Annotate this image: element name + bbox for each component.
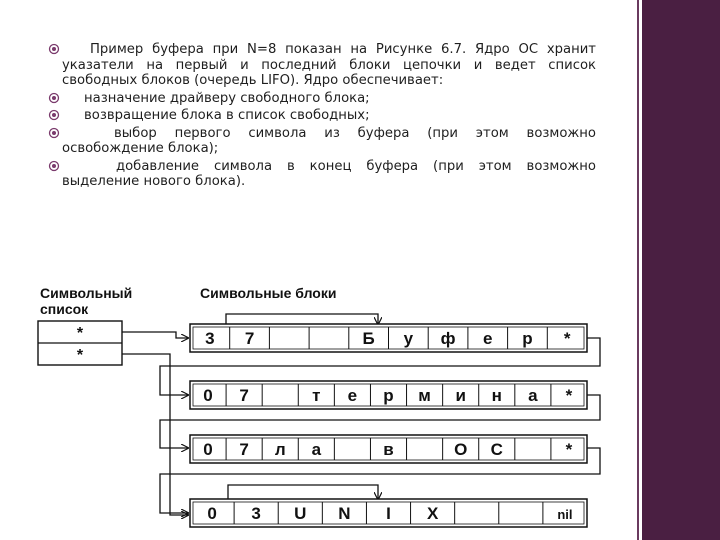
block-cell: U [294, 504, 307, 523]
block-cell: 3 [205, 329, 215, 348]
block-cell: т [312, 386, 321, 405]
block-cell: X [426, 504, 439, 523]
block-cell: nil [557, 507, 573, 522]
pointer-line [122, 354, 188, 515]
block-cell: 0 [203, 386, 213, 405]
block-cell: 7 [244, 329, 255, 348]
block-cell: р [383, 386, 394, 405]
block-cell: N [338, 504, 351, 523]
list-cell-1: * [76, 325, 84, 342]
character-blocks [38, 321, 587, 527]
block-cell: л [274, 440, 286, 459]
block-cell: 0 [207, 504, 217, 523]
block-cell: м [418, 386, 431, 405]
list-title-line1: Символьный [40, 285, 133, 301]
block-cell: и [455, 386, 466, 405]
block-cell: в [383, 440, 394, 459]
block-cell: е [347, 386, 358, 405]
bullet-text: Пример буфера при N=8 показан на Рисунке 6.7. Ядро ОС хранит указатели на первый и последний блоки цепочки и ведет список свободных блоков (очередь LIFO). Ядро обеспечивает: [62, 42, 596, 88]
block-cell: 3 [251, 504, 261, 523]
block-cell: * [565, 386, 573, 405]
block-cell: * [565, 440, 573, 459]
block-cell: 7 [239, 440, 249, 459]
block-cell: а [528, 386, 538, 405]
block-cell: н [491, 386, 502, 405]
bullet-text: возвращение блока в список свободных; [84, 108, 370, 123]
list-title-line2: список [40, 301, 89, 317]
block-cell: ф [440, 329, 456, 348]
block-cell: р [522, 329, 533, 348]
bullet-text: назначение драйверу свободного блока; [84, 90, 370, 106]
block-cell: а [311, 440, 322, 459]
block-cell: у [403, 329, 414, 348]
block-cell: * [563, 329, 571, 348]
bullet-text: добавление символа в конец буфера (при этом возможно выделение нового блока). [62, 158, 596, 189]
block-cell: О [454, 440, 468, 459]
block-cell: 7 [239, 386, 249, 405]
block-cell: I [386, 504, 391, 523]
block-cell: Б [362, 329, 375, 348]
blocks-title: Символьные блоки [200, 285, 337, 301]
pointer-line [122, 332, 188, 338]
bullet-text: выбор первого символа из буфера (при этом возможно освобождение блока); [62, 125, 596, 156]
block-cell: С [490, 440, 503, 459]
block-cell: е [483, 329, 493, 348]
list-cell-2: * [76, 347, 84, 364]
block-cell: 0 [203, 440, 213, 459]
